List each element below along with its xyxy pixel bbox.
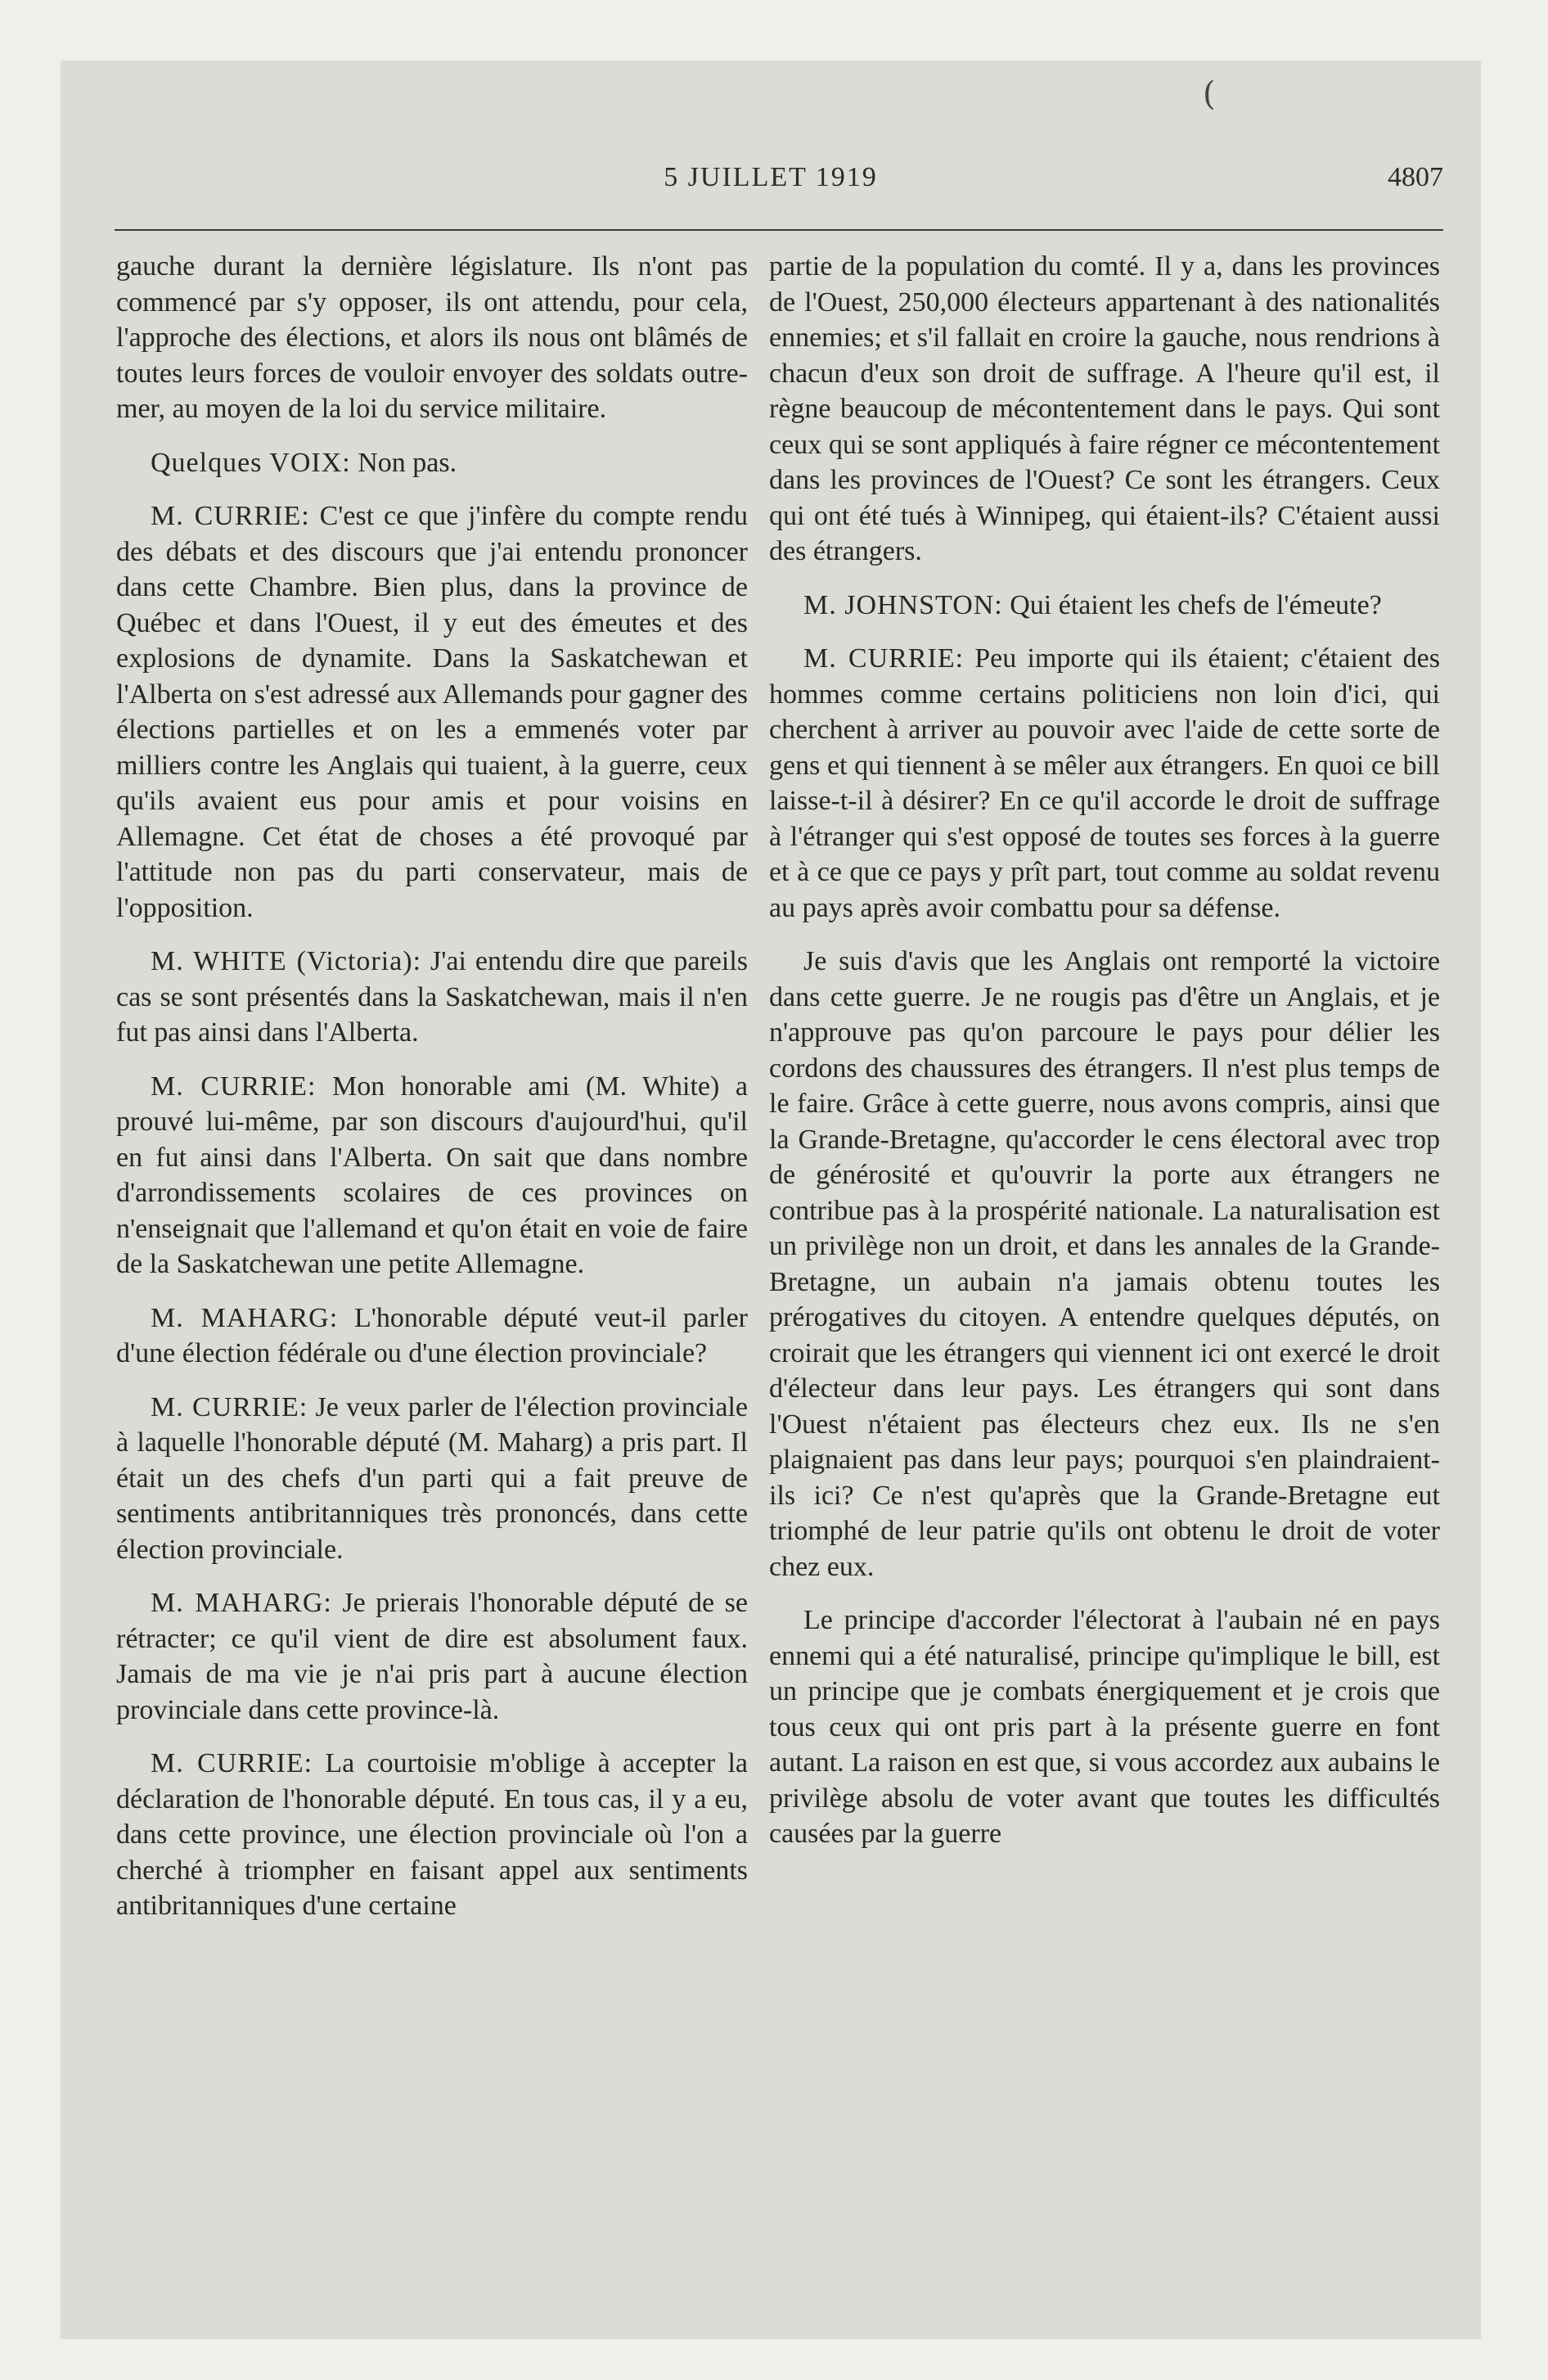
paragraph-text: Peu importe qui ils étaient; c'étaient des hommes comme certains politiciens non loin d'ici, qui cherchent à arriver au pouvoir avec l'aide de cette sorte de gens et qui tiennent à se mêler aux étrangers. En quoi ce bill laisse-t-il à désirer? En ce qu'il accorde le droit de suffrage à l'étranger qui s'est opposé de toutes ses forces à la guerre et à ce que ce pays y prît part, tout comme au soldat revenu au pays après avoir combattu pour sa défense.: [769, 643, 1441, 923]
speaker-name: M. CURRIE:: [803, 643, 965, 674]
margin-mark: (: [1203, 75, 1216, 113]
header-date: 5 JUILLET 1919: [664, 162, 878, 192]
speaker-name: M. CURRIE:: [151, 501, 310, 531]
paragraph: [116, 1585, 748, 1728]
paragraph-text: L'honorable député veut-il parler d'une élection fédérale ou d'une élection provinciale?: [116, 1302, 748, 1368]
page-header: [61, 162, 1481, 208]
paragraph: [769, 944, 1440, 1584]
header-rule: [115, 229, 1443, 231]
paragraph: [116, 944, 748, 1051]
paragraph-text: gauche durant la dernière législature. Ils n'ont pas commencé par s'y opposer, ils ont attendu, pour cela, l'approche des élections, et alors ils nous ont blâmés de toutes leurs forces de vouloir envoyer des soldats outre-mer, au moyen de la loi du service militaire.: [116, 251, 748, 424]
paragraph-text: partie de la population du comté. Il y a, dans les provinces de l'Ouest, 250,000 électeurs appartenant à des nationalités ennemies; et s'il fallait en croire la gauche, nous rendrions à chacun d'eux son droit de suffrage. A l'heure qu'il est, il règne beaucoup de mécontentement dans le pays. Qui sont ceux qui se sont appliqués à faire régner ce mécontentement dans les provinces de l'Ouest? Ce sont les étrangers. Ceux qui ont été tués à Winnipeg, qui étaient-ils? C'étaient aussi des étrangers.: [769, 251, 1440, 566]
speaker-name: M. JOHNSTON:: [803, 589, 1003, 620]
header-page-number: 4807: [1388, 162, 1443, 192]
paragraph: [116, 498, 748, 926]
right-column: [769, 249, 1440, 1870]
paragraph: [116, 1390, 748, 1568]
left-column: [116, 249, 748, 1942]
paragraph: [769, 249, 1440, 570]
paragraph-text: C'est ce que j'infère du compte rendu des débats et des discours que j'ai entendu prononcer dans cette Chambre. Bien plus, dans la province de Québec et dans l'Ouest, il y eut des émeutes et des explosions de dynamite. Dans la Saskatchewan et l'Alberta on s'est adressé aux Allemands pour gagner des élections partielles et on les a emmenés voter par milliers contre les Anglais qui tuaient, à la guerre, ceux qu'ils avaient eus pour amis et pour voisins en Allemagne. Cet état de choses a été provoqué par l'attitude non pas du parti conservateur, mais de l'opposition.: [116, 501, 749, 923]
paragraph: [116, 445, 748, 481]
speaker-name: M. CURRIE:: [151, 1071, 317, 1102]
paragraph-text: Je prierais l'honorable député de se rétracter; ce qu'il vient de dire est absolument faux. Jamais de ma vie je n'ai pris part à aucune élection provinciale dans cette province-là.: [116, 1588, 749, 1725]
paragraph: [769, 641, 1440, 926]
paragraph-text: Je suis d'avis que les Anglais ont remporté la victoire dans cette guerre. Je ne rougis pas d'être un Anglais, et je n'approuve pas qu'on parcoure le pays pour délier les cordons des chaussures des étrangers. Il n'est plus temps de le faire. Grâce à cette guerre, nous avons compris, ainsi que la Grande-Bretagne, qu'accorder le cens électoral avec trop de générosité et qu'ouvrir la porte aux étrangers ne contribue pas à la prospérité nationale. La naturalisation est un privilège non un droit, et dans les annales de la Grande-Bretagne, un aubain n'a jamais obtenu toutes les prérogatives du citoyen. A entendre quelques députés, on croirait que les étrangers qui viennent ici ont exercé le droit d'électeur dans leur pays. Les étrangers qui sont dans l'Ouest n'étaient pas électeurs chez eux. Ils ne s'en plaignaient pas dans leur pays; pourquoi s'en plaindraient-ils ici? Ce n'est qu'après que la Grande-Bretagne eut triomphé de leur patrie qu'ils ont obtenu le droit de voter chez eux.: [769, 946, 1440, 1582]
speaker-name: M. WHITE (Victoria):: [151, 946, 422, 976]
paragraph: [116, 1300, 748, 1372]
speaker-name: M. CURRIE:: [151, 1391, 308, 1422]
paragraph: [116, 1069, 748, 1282]
paragraph-text: Mon honorable ami (M. White) a prouvé lui-même, par son discours d'aujourd'hui, qu'il en fut ainsi dans l'Alberta. On sait que dans nombre d'arrondissements scolaires de ces provinces on n'enseignait que l'allemand et qu'on était en voie de faire de la Saskatchewan une petite Allemagne.: [116, 1071, 748, 1279]
paragraph-text: Je veux parler de l'élection provinciale à laquelle l'honorable député (M. Maharg) a pris part. Il était un des chefs d'un parti qui a fait preuve de sentiments antibritanniques très prononcés, dans cette élection provinciale.: [116, 1391, 749, 1565]
paragraph-text: Non pas.: [358, 447, 457, 478]
paragraph-text: Qui étaient les chefs de l'émeute?: [1010, 589, 1382, 620]
speaker-name: M. MAHARG:: [151, 1302, 339, 1333]
paragraph-text: Le principe d'accorder l'électorat à l'aubain né en pays ennemi qui a été naturalisé, principe qu'implique le bill, est un principe que je combats énergiquement et je crois que tous ceux qui ont pris part à la présente guerre en font autant. La raison en est que, si vous accordez aux aubains le privilège absolu de voter avant que toutes les difficultés causées par la guerre: [769, 1605, 1440, 1849]
paragraph: [769, 1602, 1440, 1852]
scanned-page: [61, 61, 1481, 2339]
paragraph-text: La courtoisie m'oblige à accepter la déclaration de l'honorable député. En tous cas, il y a eu, dans cette province, une élection provinciale où l'on a cherché à triompher en faisant appel aux sentiments antibritanniques d'une certaine: [116, 1748, 749, 1921]
paragraph: [116, 1746, 748, 1924]
paragraph-text: J'ai entendu dire que pareils cas se sont présentés dans la Saskatchewan, mais il n'en fut pas ainsi dans l'Alberta.: [116, 946, 748, 1048]
speaker-name: M. MAHARG:: [151, 1588, 332, 1618]
speaker-name: Quelques VOIX:: [151, 447, 351, 478]
speaker-name: M. CURRIE:: [151, 1748, 313, 1778]
paragraph: [769, 588, 1440, 624]
paragraph: [116, 249, 748, 427]
